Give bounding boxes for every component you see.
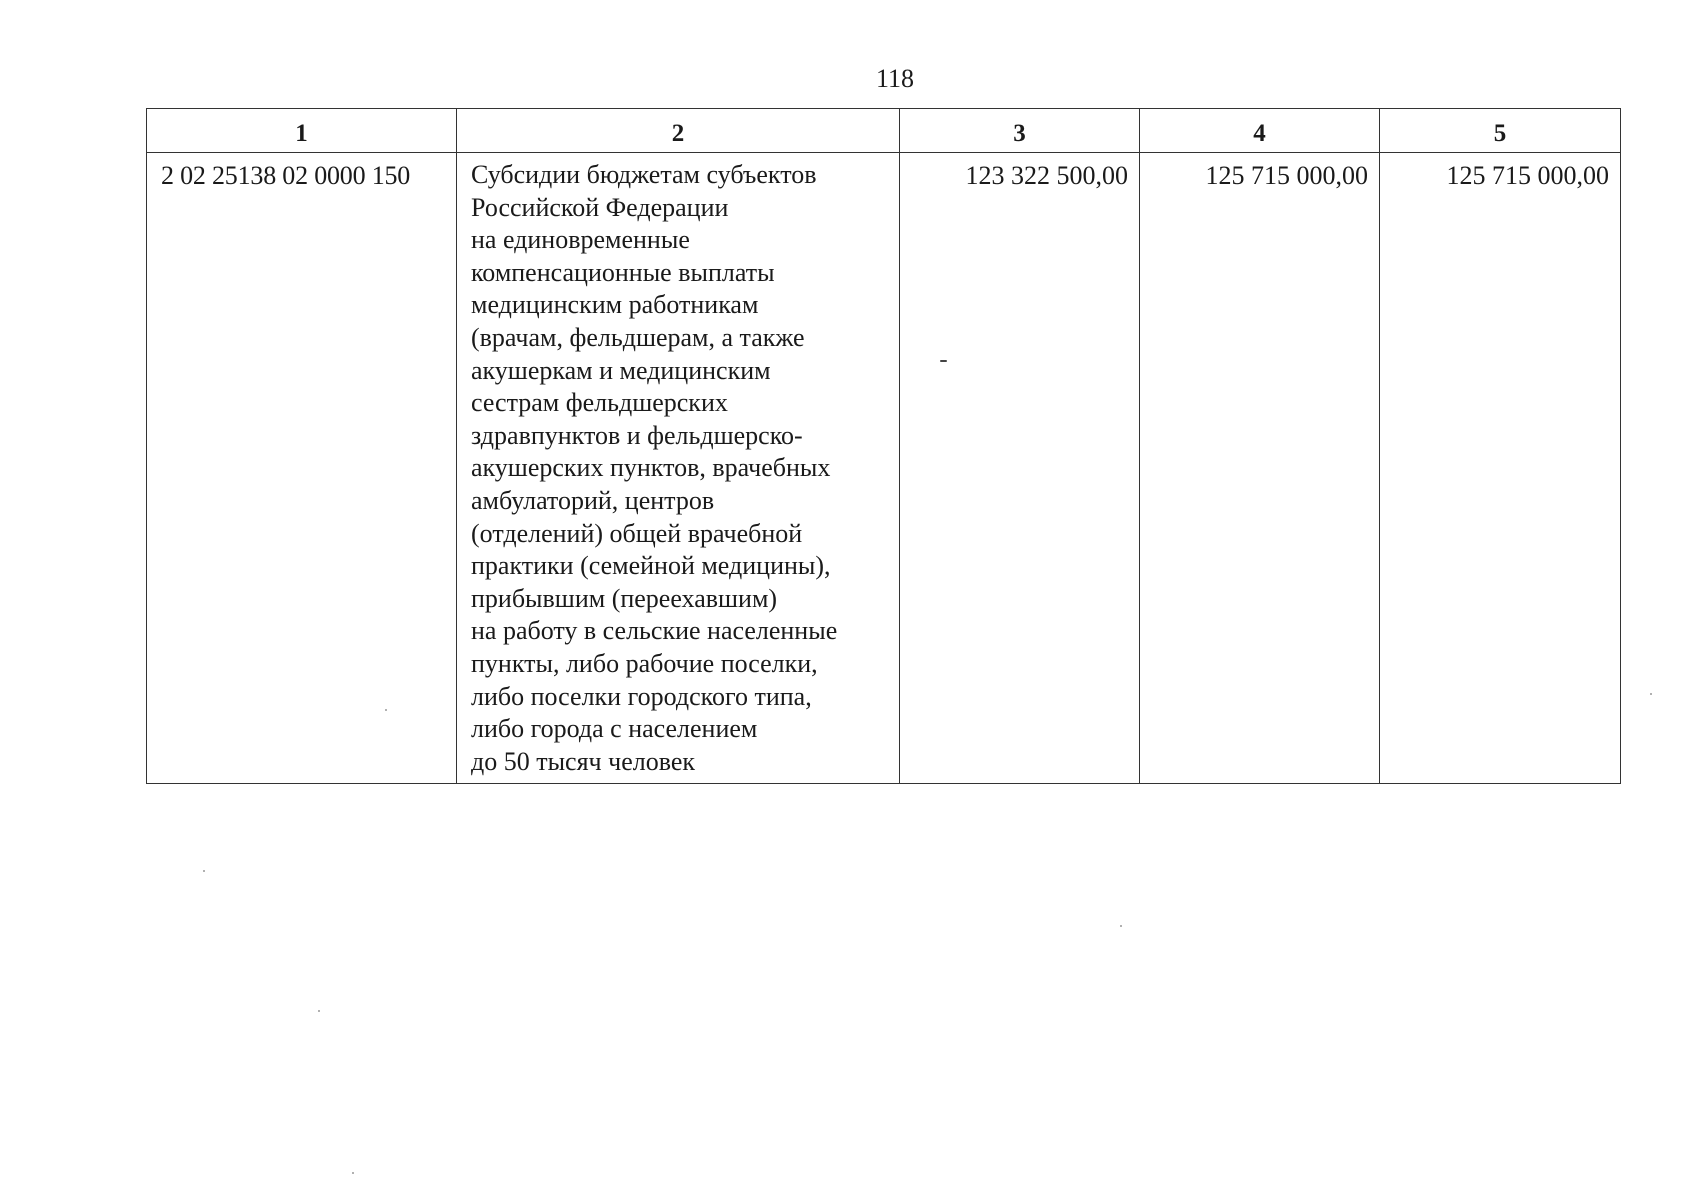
scan-speck [203,870,205,872]
scan-speck [940,360,947,362]
description-line: Российской Федерации [471,192,729,222]
amount-col-4: 125 715 000,00 [1140,153,1380,784]
description-line: акушерских пунктов, врачебных [471,453,831,483]
header-col-4: 4 [1140,109,1380,153]
description-line: акушеркам и медицинским [471,355,771,385]
amount-col-5: 125 715 000,00 [1380,153,1621,784]
page-number: 118 [875,64,915,93]
scan-speck [352,1172,354,1174]
description-line: сестрам фельдшерских [471,388,728,418]
description-line: компенсационные выплаты [471,257,775,287]
description-line: пункты, либо рабочие поселки, [471,648,818,678]
table-header-row [147,109,1621,153]
scan-speck [1650,693,1652,695]
budget-table [146,108,1621,784]
header-col-3: 3 [900,109,1140,153]
description-line: либо поселки городского типа, [471,681,812,711]
description-line: здравпунктов и фельдшерско- [471,420,803,450]
table-row [147,153,1621,784]
description-line: на работу в сельские населенные [471,616,838,646]
description-line: (врачам, фельдшерам, а также [471,322,805,352]
description-line: практики (семейной медицины), [471,551,831,581]
header-col-5: 5 [1380,109,1621,153]
description-line: Субсидии бюджетам субъектов [471,160,817,189]
amount-col-3: 123 322 500,00 [900,153,1140,784]
description-line: (отделений) общей врачебной [471,518,803,548]
description-line: на единовременные [471,225,690,255]
budget-code-cell: 2 02 25138 02 0000 150 [147,153,457,784]
description-line: амбулаторий, центров [471,485,715,515]
description-line: медицинским работникам [471,290,759,320]
description-line: до 50 тысяч человек [471,746,696,776]
description-line: прибывшим (переехавшим) [471,583,778,613]
description-line: либо города с населением [471,714,758,744]
scan-speck [385,709,387,711]
description-cell [457,153,900,784]
scan-speck [318,1010,320,1012]
header-col-1: 1 [147,109,457,153]
scan-speck [1120,925,1122,927]
header-col-2: 2 [457,109,900,153]
